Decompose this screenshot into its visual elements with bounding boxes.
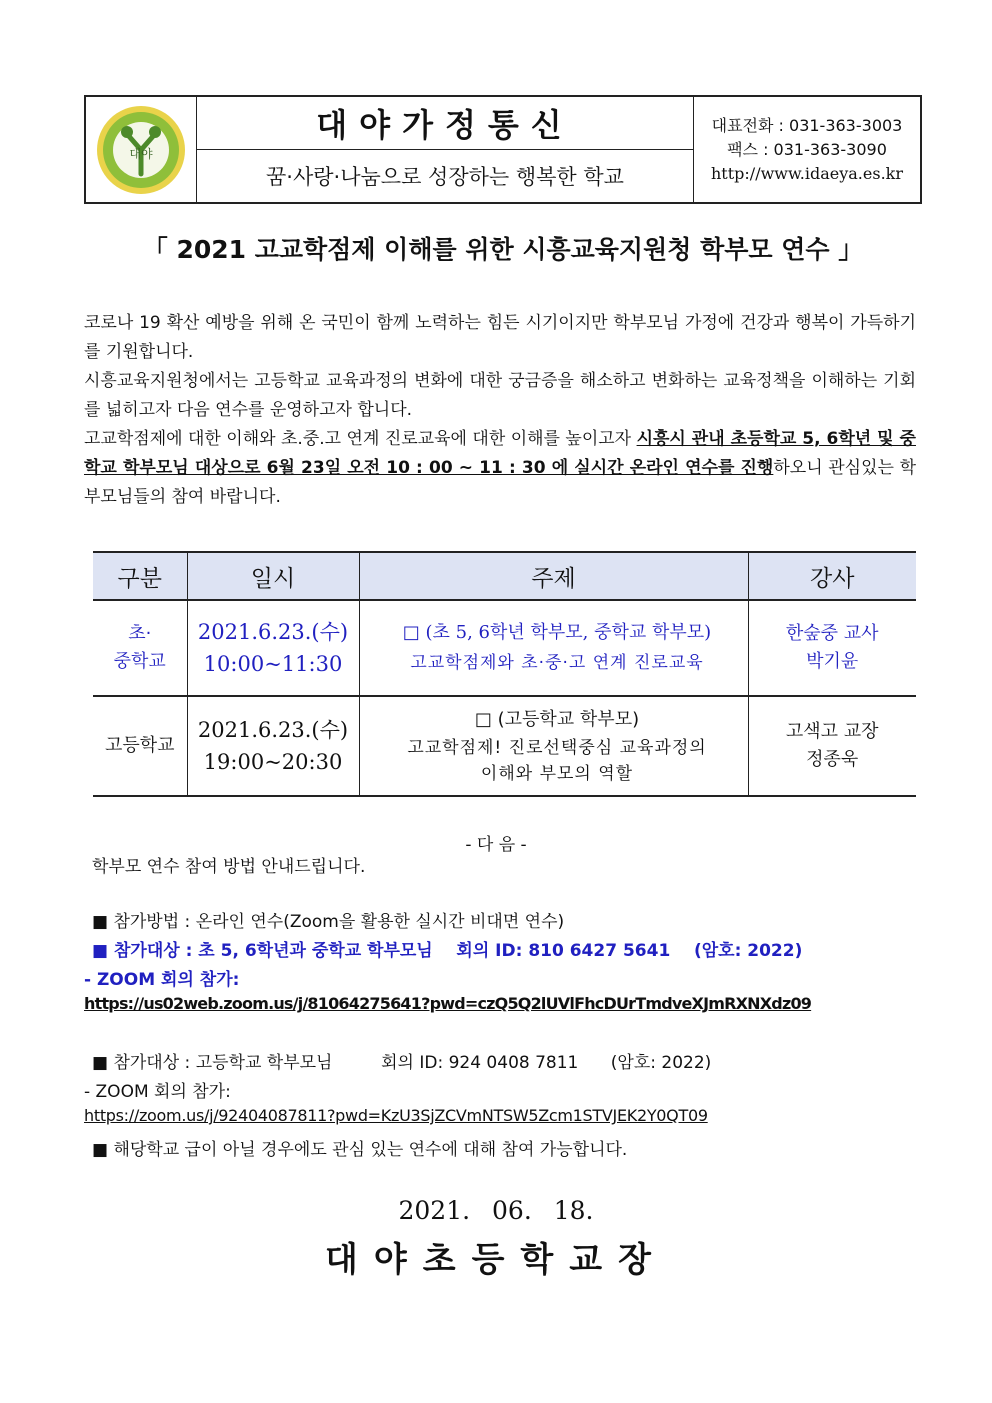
zoom2-link[interactable]: https://zoom.us/j/92404087811?pwd=KzU3SjZCVmNTSW5Zcm1STVJEK2Y0QT09 — [84, 1106, 708, 1125]
row2-time: 19:00~20:30 — [203, 750, 343, 774]
intro-paragraph-3-start: 고교학점제에 대한 이해와 초.중.고 연계 진로교육에 대한 이해를 높이고자 — [84, 429, 637, 449]
row2-category: 고등학교 — [93, 696, 187, 796]
school-slogan: 꿈·사랑·나눔으로 성장하는 행복한 학교 — [266, 165, 624, 189]
newsletter-header — [84, 95, 922, 204]
table-row — [93, 696, 916, 796]
logo-text: 대야 — [129, 146, 153, 161]
issue-date: 2021. 06. 18. — [398, 1196, 594, 1225]
row1-topic — [359, 600, 748, 696]
row1-target: □ (초 5, 6학년 학부모, 중학교 학부모) — [402, 622, 712, 643]
intro-paragraph-3-end: 하오니 관심있는 학부모님들의 참여 바랍니다. — [84, 458, 916, 507]
newsletter-title: 대야가정통신 — [197, 97, 693, 150]
header-speaker: 강사 — [748, 552, 916, 600]
target1-text: ■ 참가대상 : 초 5, 6학년과 중학교 학부모님 회의 ID: 810 6427 5641 (암호: 2022) — [92, 941, 803, 961]
row1-time: 10:00~11:30 — [203, 652, 343, 676]
row2-datetime — [187, 696, 359, 796]
method-text: ■ 참가방법 : 온라인 연수(Zoom을 활용한 실시간 비대면 연수) — [92, 912, 565, 932]
intro-paragraph-2: 시흥교육지원청에서는 고등학교 교육과정의 변화에 대한 궁금증을 해소하고 변화하는 교육정책을 이해하는 기회를 넓히고자 다음 연수를 운영하고자 합니다. — [84, 371, 916, 420]
row1-category-line1: 초· — [128, 623, 152, 644]
extra-notice: ■ 해당학교 급이 아닐 경우에도 관심 있는 연수에 대해 참여 가능합니다. — [92, 1140, 628, 1160]
row2-speaker-line2: 정종욱 — [806, 749, 859, 770]
intro-paragraph-3 — [84, 425, 916, 512]
intro-paragraph-1: 코로나 19 확산 예방을 위해 온 국민이 함께 노력하는 힘든 시기이지만 학부모님 가정에 건강과 행복이 가득하기를 기원합니다. — [84, 313, 916, 362]
row2-topic-line2: 이해와 부모의 역할 — [480, 764, 634, 784]
next-label: - 다 음 - — [465, 835, 527, 855]
row1-speaker-line1: 한숲중 교사 — [785, 623, 879, 644]
phone-number: 대표전화 : 031-363-3003 — [711, 115, 903, 135]
target2-text: ■ 참가대상 : 고등학교 학부모님 회의 ID: 924 0408 7811 (암호: 2022) — [92, 1053, 712, 1073]
row2-date: 2021.6.23.(수) — [197, 718, 349, 742]
principal-signature: 대야초등학교장 — [325, 1240, 667, 1280]
school-emblem-icon — [95, 104, 187, 196]
header-topic: 주제 — [359, 552, 748, 600]
school-url[interactable]: http://www.idaeya.es.kr — [711, 163, 903, 183]
row1-speaker-line2: 박기윤 — [806, 651, 859, 672]
guide-text: 학부모 연수 참여 방법 안내드립니다. — [92, 857, 366, 877]
document-title: 「 2021 고교학점제 이해를 위한 시흥교육지원청 학부모 연수 」 — [142, 235, 864, 264]
header-datetime: 일시 — [187, 552, 359, 600]
row1-topic-text: 고교학점제와 초·중·고 연계 진로교육 — [410, 653, 704, 673]
intro-highlight: 시흥시 관내 초등학교 5, 6학년 및 중학교 학부모님 대상으로 6월 23일 오전 10 : 00 ~ 11 : 30 에 실시간 온라인 연수를 진행 — [84, 429, 916, 478]
row2-speaker — [748, 696, 916, 796]
table-header-row — [93, 552, 916, 600]
row2-topic — [359, 696, 748, 796]
row2-target: □ (고등학교 학부모) — [474, 709, 640, 730]
table-row — [93, 600, 916, 696]
header-category: 구분 — [93, 552, 187, 600]
fax-number: 팩스 : 031-363-3090 — [727, 139, 887, 159]
zoom2-label: - ZOOM 회의 참가: — [84, 1082, 231, 1102]
row1-date: 2021.6.23.(수) — [197, 620, 349, 644]
school-logo — [86, 97, 197, 202]
row1-speaker — [748, 600, 916, 696]
row2-speaker-line1: 고색고 교장 — [785, 721, 879, 742]
row1-category-line2: 중학교 — [113, 651, 166, 672]
schedule-table — [93, 551, 916, 797]
row1-datetime — [187, 600, 359, 696]
zoom1-link[interactable]: https://us02web.zoom.us/j/81064275641?pwd=czQ5Q2lUVlFhcDUrTmdveXJmRXNXdz09 — [84, 994, 812, 1013]
contact-info — [694, 97, 920, 202]
zoom1-label: - ZOOM 회의 참가: — [84, 970, 240, 990]
row2-topic-line1: 고교학점제! 진로선택중심 교육과정의 — [407, 738, 707, 758]
row1-category — [93, 600, 187, 696]
